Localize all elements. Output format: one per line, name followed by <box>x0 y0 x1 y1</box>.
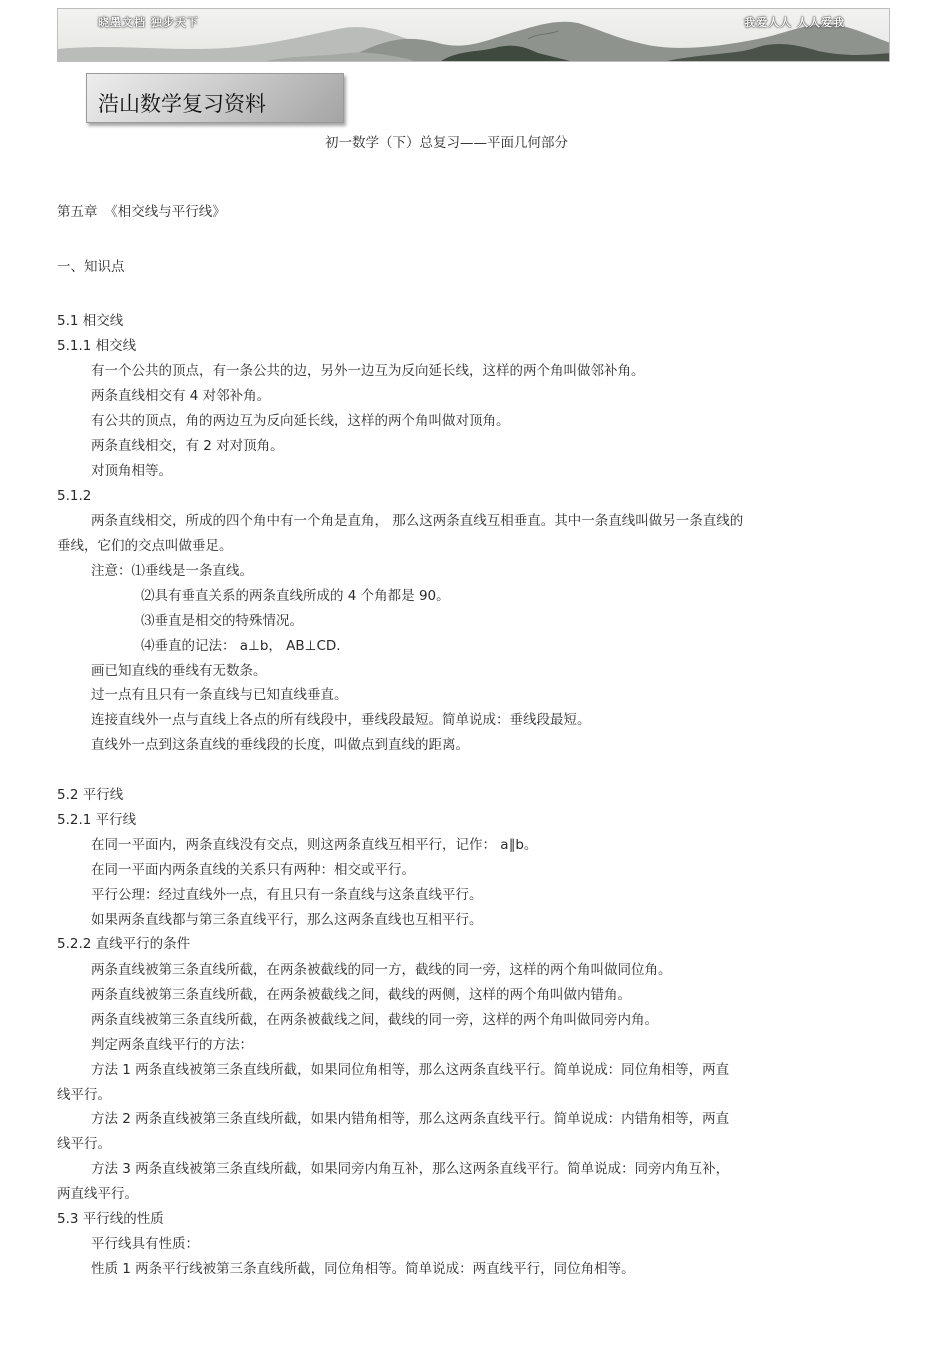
paragraph-line: 两条直线被第三条直线所截，在两条被截线之间，截线的同一旁，这样的两个角叫做同旁内角。 <box>91 1012 658 1028</box>
section-heading: 一、知识点 <box>57 259 125 275</box>
note-line: ⑵具有垂直关系的两条直线所成的 4 个角都是 90。 <box>141 588 450 604</box>
paragraph-line: 性质 1 两条平行线被第三条直线所截，同位角相等。简单说成：两直线平行，同位角相等。 <box>91 1261 635 1277</box>
banner-left-text: 晓墨文档 独步天下 <box>98 16 199 29</box>
paragraph-line: 两条直线相交，所成的四个角中有一个角是直角， 那么这两条直线互相垂直。其中一条直线叫做另一条直线的 <box>91 513 744 529</box>
paragraph-line: 有公共的顶点，角的两边互为反向延长线，这样的两个角叫做对顶角。 <box>91 413 510 429</box>
subsection-heading: 5.2.2 直线平行的条件 <box>57 936 191 952</box>
paragraph-line: 线平行。 <box>57 1087 111 1103</box>
paragraph-line: 方法 3 两条直线被第三条直线所截，如果同旁内角互补，那么这两条直线平行。简单说成：同旁内角互补， <box>91 1161 730 1177</box>
paragraph-line: 在同一平面内，两条直线没有交点，则这两条直线互相平行，记作： a∥b。 <box>91 837 538 853</box>
subsection-heading: 5.1.2 <box>57 488 92 504</box>
subsection-heading: 5.2.1 平行线 <box>57 812 137 828</box>
brand-box <box>86 73 344 123</box>
paragraph-line: 两条直线相交，有 2 对对顶角。 <box>91 438 284 454</box>
paragraph-line: 判定两条直线平行的方法： <box>91 1037 253 1053</box>
note-line: ⑶垂直是相交的特殊情况。 <box>141 613 303 629</box>
paragraph-line: 画已知直线的垂线有无数条。 <box>91 663 267 679</box>
header-banner <box>57 8 890 62</box>
paragraph-line: 有一个公共的顶点，有一条公共的边，另外一边互为反向延长线，这样的两个角叫做邻补角。 <box>91 363 645 379</box>
note-line: ⑷垂直的记法： a⊥b， AB⊥CD. <box>141 638 341 654</box>
section-heading: 5.1 相交线 <box>57 313 124 329</box>
paragraph-line: 方法 2 两条直线被第三条直线所截，如果内错角相等，那么这两条直线平行。简单说成：内错角相等，两直 <box>91 1111 730 1127</box>
paragraph-line: 直线外一点到这条直线的垂线段的长度，叫做点到直线的距离。 <box>91 737 469 753</box>
paragraph-line: 过一点有且只有一条直线与已知直线垂直。 <box>91 687 348 703</box>
subsection-heading: 5.1.1 相交线 <box>57 338 137 354</box>
paragraph-line: 在同一平面内两条直线的关系只有两种：相交或平行。 <box>91 862 415 878</box>
banner-right-text: 我爱人人 人人爱我 <box>744 16 845 29</box>
paragraph-line: 如果两条直线都与第三条直线平行，那么这两条直线也互相平行。 <box>91 912 483 928</box>
paragraph-line: 两直线平行。 <box>57 1186 138 1202</box>
paragraph-line: 两条直线相交有 4 对邻补角。 <box>91 388 271 404</box>
chapter-heading: 第五章 《相交线与平行线》 <box>57 204 226 220</box>
paragraph-line: 两条直线被第三条直线所截，在两条被截线之间，截线的两侧，这样的两个角叫做内错角。 <box>91 987 631 1003</box>
paragraph-line: 平行公理：经过直线外一点，有且只有一条直线与这条直线平行。 <box>91 887 483 903</box>
paragraph-line: 对顶角相等。 <box>91 463 172 479</box>
section-heading: 5.3 平行线的性质 <box>57 1211 164 1227</box>
paragraph-line: 垂线，它们的交点叫做垂足。 <box>57 538 233 554</box>
section-heading: 5.2 平行线 <box>57 787 124 803</box>
paragraph-line: 连接直线外一点与直线上各点的所有线段中，垂线段最短。简单说成：垂线段最短。 <box>91 712 591 728</box>
paragraph-line: 平行线具有性质： <box>91 1236 199 1252</box>
brand-label: 浩山数学复习资料 <box>98 92 266 116</box>
document-title: 初一数学（下）总复习——平面几何部分 <box>325 135 568 151</box>
note-line: 注意：⑴垂线是一条直线。 <box>91 563 253 579</box>
paragraph-line: 方法 1 两条直线被第三条直线所截，如果同位角相等，那么这两条直线平行。简单说成：同位角相等，两直 <box>91 1062 730 1078</box>
paragraph-line: 两条直线被第三条直线所截，在两条被截线的同一方，截线的同一旁，这样的两个角叫做同位角。 <box>91 962 672 978</box>
paragraph-line: 线平行。 <box>57 1136 111 1152</box>
